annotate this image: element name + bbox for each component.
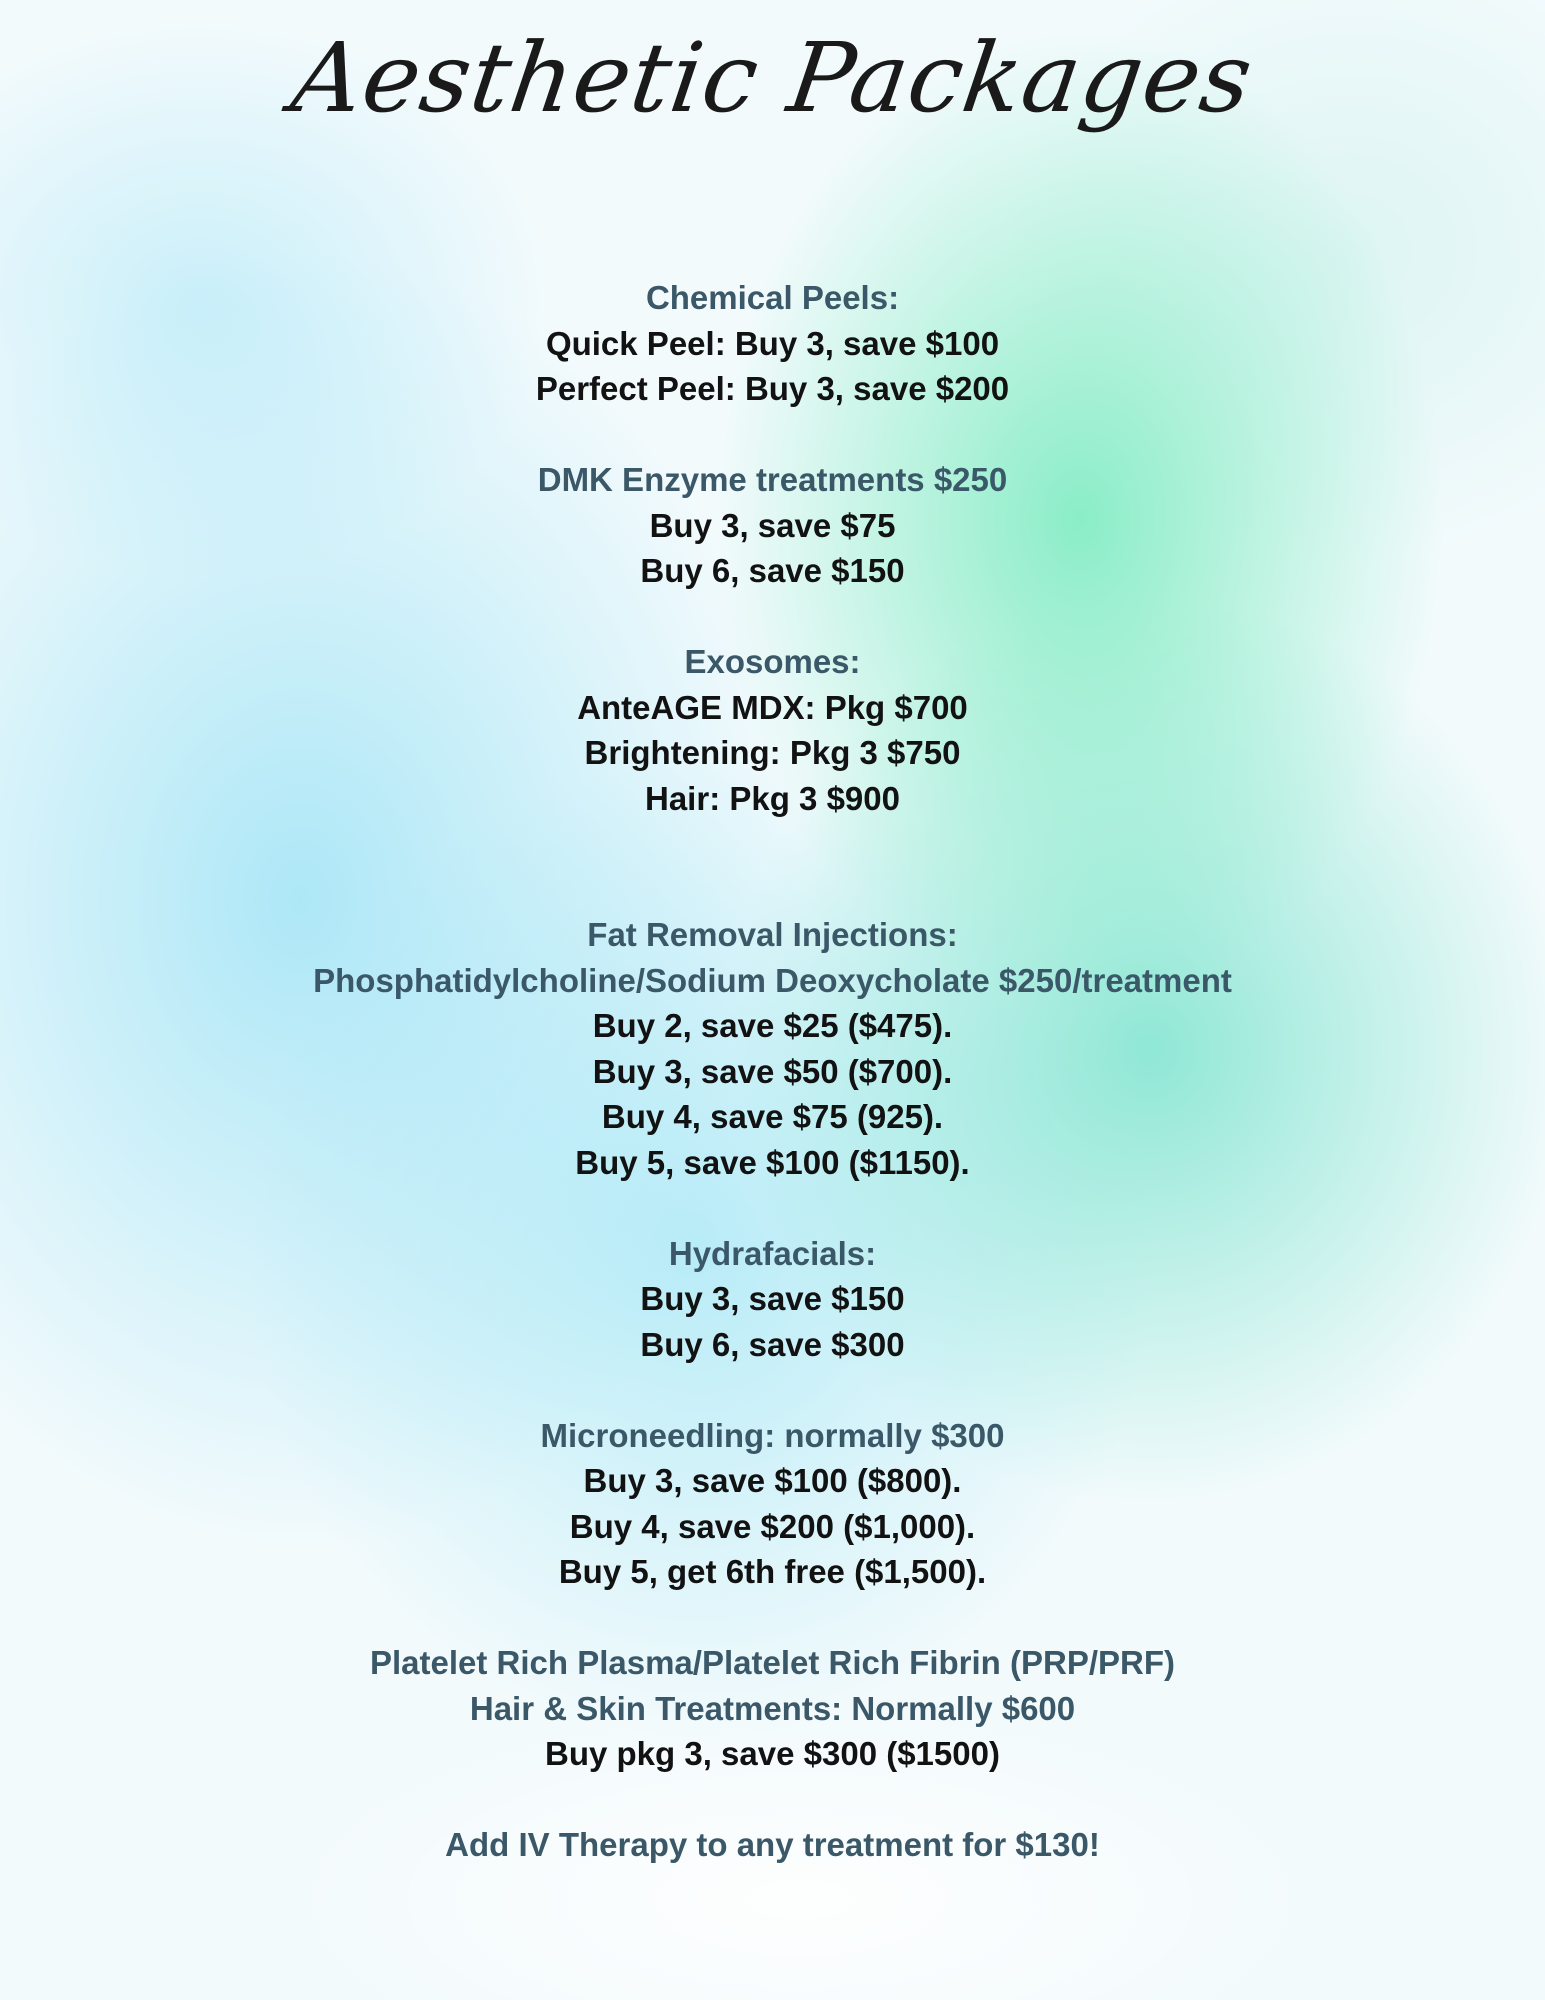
section-spacer bbox=[0, 1367, 1545, 1413]
package-item: Quick Peel: Buy 3, save $100 bbox=[545, 324, 1000, 362]
section-hydrafacials bbox=[0, 1231, 1545, 1368]
section-spacer bbox=[0, 821, 1545, 912]
section-heading: DMK Enzyme treatments $250 bbox=[537, 461, 1008, 498]
package-item: Buy 5, save $100 ($1150). bbox=[575, 1143, 970, 1181]
package-item: Buy 4, save $75 (925). bbox=[601, 1098, 944, 1135]
package-item: AnteAGE MDX: Pkg $700 bbox=[577, 688, 968, 726]
package-item: Buy pkg 3, save $300 ($1500) bbox=[545, 1735, 1000, 1772]
package-item: Buy 4, save $200 ($1,000). bbox=[569, 1507, 976, 1545]
section-microneedling bbox=[0, 1413, 1545, 1595]
section-chemical-peels bbox=[0, 275, 1545, 412]
package-item: Buy 5, get 6th free ($1,500). bbox=[558, 1553, 987, 1590]
section-heading: Chemical Peels: bbox=[645, 279, 900, 316]
section-heading: Fat Removal Injections: bbox=[587, 916, 958, 953]
package-item: Buy 6, save $150 bbox=[640, 552, 905, 589]
section-spacer bbox=[0, 1185, 1545, 1231]
package-item: Brightening: Pkg 3 $750 bbox=[584, 734, 961, 771]
package-item: Buy 2, save $25 ($475). bbox=[592, 1007, 953, 1044]
section-spacer bbox=[0, 412, 1545, 458]
package-item: Buy 3, save $150 bbox=[640, 1280, 905, 1317]
section-spacer bbox=[0, 1595, 1545, 1641]
package-item: Buy 3, save $75 bbox=[649, 506, 896, 544]
section-spacer bbox=[0, 594, 1545, 640]
section-dmk-enzyme bbox=[0, 457, 1545, 594]
package-item: Buy 6, save $300 bbox=[640, 1325, 905, 1363]
iv-therapy-note: Add IV Therapy to any treatment for $130! bbox=[445, 1826, 1100, 1863]
section-heading: Hydrafacials: bbox=[668, 1234, 877, 1272]
package-item: Hair: Pkg 3 $900 bbox=[645, 779, 900, 817]
page-title: Aesthetic Packages bbox=[285, 22, 1260, 134]
section-heading: Platelet Rich Plasma/Platelet Rich Fibrin (PRP/PRF) bbox=[369, 1644, 1176, 1681]
package-item: Perfect Peel: Buy 3, save $200 bbox=[535, 370, 1010, 407]
section-heading: Exosomes: bbox=[684, 643, 861, 680]
package-item: Buy 3, save $100 ($800). bbox=[583, 1462, 962, 1499]
section-heading: Microneedling: normally $300 bbox=[540, 1416, 1005, 1454]
section-subheading: Hair & Skin Treatments: Normally $600 bbox=[469, 1689, 1076, 1727]
section-fat-removal bbox=[0, 912, 1545, 1185]
section-subheading: Phosphatidylcholine/Sodium Deoxycholate $250/treatment bbox=[313, 961, 1232, 999]
packages-list bbox=[0, 275, 1545, 1868]
package-item: Buy 3, save $50 ($700). bbox=[592, 1052, 953, 1090]
section-prp-prf bbox=[0, 1640, 1545, 1777]
section-exosomes bbox=[0, 639, 1545, 821]
section-spacer bbox=[0, 1777, 1545, 1823]
